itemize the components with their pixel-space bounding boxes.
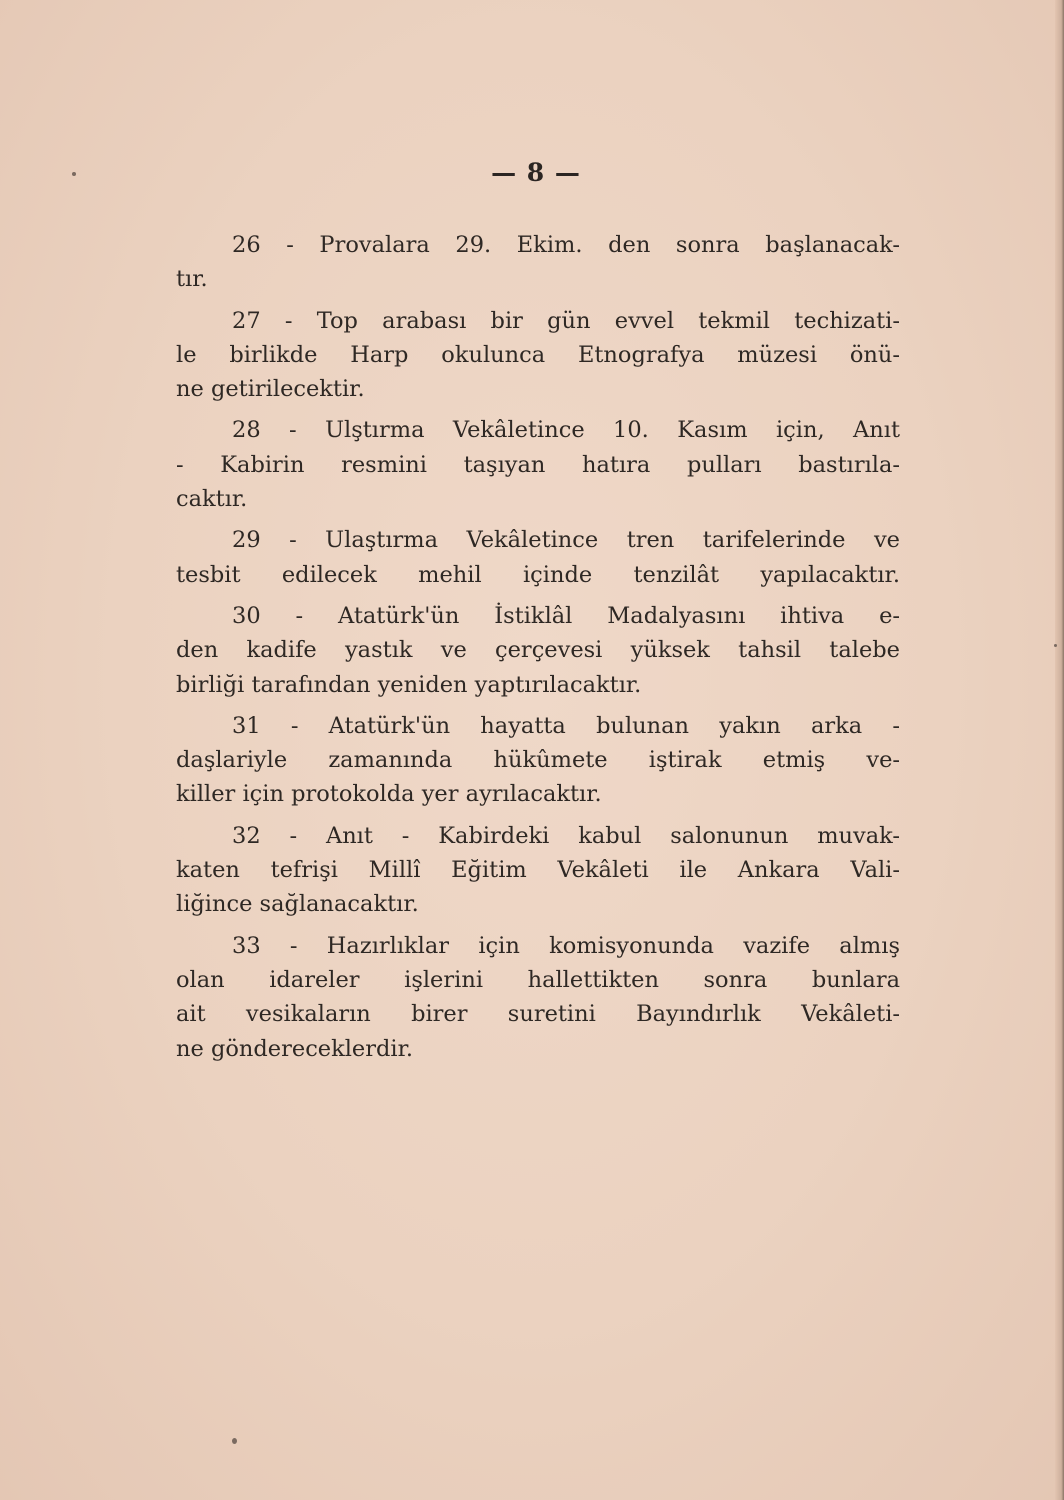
article-33: [176, 929, 900, 1066]
paper-speck: [232, 1438, 237, 1444]
article-32: [176, 819, 900, 922]
text-line: ne getirilecektir.: [176, 376, 365, 403]
text-line: tır.: [176, 266, 208, 293]
text-line: olan idareler işlerini hallettikten sonra bunlara: [176, 966, 900, 993]
article-29: [176, 523, 900, 592]
text-line: daşlariyle zamanında hükûmete iştirak etmiş ve-: [176, 747, 900, 774]
text-line: birliği tarafından yeniden yaptırılacaktır.: [176, 671, 642, 698]
page-number: — 8 —: [491, 158, 581, 187]
text-line: 31 - Atatürk'ün hayatta bulunan yakın arka -: [232, 712, 900, 739]
text-line: 26 - Provalara 29. Ekim. den sonra başlanacak-: [232, 232, 900, 258]
article-30: [176, 599, 900, 702]
text-line: ait vesikaların birer suretini Bayındırlık Vekâleti-: [176, 1001, 900, 1028]
text-line: - Kabirin resmini taşıyan hatıra pulları bastırıla-: [176, 451, 900, 478]
text-line: tesbit edilecek mehil içinde tenzilât yapılacaktır.: [176, 561, 900, 588]
paper-speck: [72, 172, 76, 176]
text-line: katen tefrişi Millî Eğitim Vekâleti ile Ankara Vali-: [176, 857, 900, 884]
text-line: 33 - Hazırlıklar için komisyonunda vazife almış: [232, 932, 900, 959]
text-line: caktır.: [176, 486, 248, 513]
text-line: killer için protokolda yer ayrılacaktır.: [176, 781, 602, 808]
article-26: [176, 228, 900, 297]
article-28: [176, 413, 900, 516]
body-text: [176, 228, 900, 1073]
paper-speck: [1054, 644, 1057, 647]
page-edge-shadow: [1055, 0, 1064, 1500]
text-line: 30 - Atatürk'ün İstiklâl Madalyasını ihtiva e-: [232, 602, 900, 629]
text-line: 32 - Anıt - Kabirdeki kabul salonunun muvak-: [232, 822, 900, 849]
text-line: 27 - Top arabası bir gün evvel tekmil techizati-: [232, 307, 900, 334]
text-line: ne göndereceklerdir.: [176, 1035, 414, 1062]
text-line: liğince sağlanacaktır.: [176, 891, 419, 918]
article-27: [176, 304, 900, 407]
text-line: 29 - Ulaştırma Vekâletince tren tarifelerinde ve: [232, 527, 900, 554]
text-line: le birlikde Harp okulunca Etnografya müzesi önü-: [176, 341, 900, 368]
text-line: 28 - Ulştırma Vekâletince 10. Kasım için, Anıt: [232, 417, 900, 444]
text-line: den kadife yastık ve çerçevesi yüksek tahsil talebe: [176, 637, 900, 664]
article-31: [176, 709, 900, 812]
